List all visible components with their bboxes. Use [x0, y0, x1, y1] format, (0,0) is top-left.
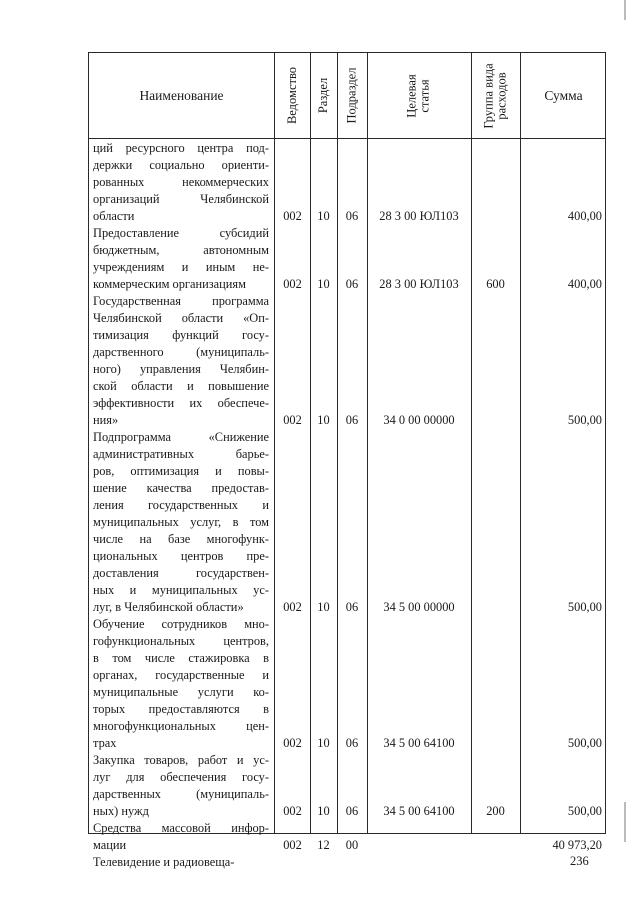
row-vedomstvo: 002 [283, 804, 302, 818]
column-divider [337, 53, 338, 833]
row-name-line: муниципальные услуги ко- [93, 685, 269, 699]
row-name [93, 225, 269, 293]
row-name-line: тимизация функций госу- [93, 328, 269, 342]
row-razdel: 10 [317, 804, 330, 818]
header-summa: Сумма [544, 87, 583, 103]
row-name-line: ций ресурсного центра под- [93, 141, 269, 155]
column-divider [310, 53, 311, 833]
row-name-line: доставления государствен- [93, 566, 269, 580]
row-name [93, 140, 269, 225]
page-number: 236 [570, 854, 589, 868]
row-name-line: Закупка товаров, работ и ус- [93, 753, 269, 767]
row-name-line: организаций Челябинской [93, 192, 269, 206]
row-name-line: трах [93, 736, 117, 750]
row-razdel: 10 [317, 736, 330, 750]
row-razdel: 10 [317, 209, 330, 223]
column-divider [367, 53, 368, 833]
row-podrazdel: 00 [345, 838, 359, 852]
row-name-line: коммерческим организациям [93, 277, 246, 291]
row-name-line: держки социально ориенти- [93, 158, 269, 172]
row-name-line: мации [93, 838, 127, 852]
row-name-line: ров, оптимизация и повы- [93, 464, 269, 478]
row-summa: 400,00 [567, 209, 602, 223]
row-podrazdel: 06 [345, 736, 359, 750]
row-name-line: Обучение сотрудников мно- [93, 617, 269, 631]
row-name-line: бюджетным, автономным [93, 243, 269, 257]
row-name-line: числе на базе многофунк- [93, 532, 269, 546]
row-name-line: дарственных (муниципаль- [93, 787, 269, 801]
row-gruppa: 200 [486, 804, 505, 818]
header-gruppa-vida-rashodov: Группа вида расходов [481, 62, 509, 129]
row-celevaya-statya: 34 5 00 64100 [383, 804, 455, 818]
row-name-line: многофункциональных цен- [93, 719, 269, 733]
row-name [93, 854, 269, 871]
row-summa: 500,00 [567, 804, 602, 818]
column-divider [520, 53, 521, 833]
row-razdel: 10 [317, 600, 330, 614]
row-name-line: ных) нужд [93, 804, 149, 818]
row-name-line: органах, государственные и [93, 668, 269, 682]
row-vedomstvo: 002 [283, 209, 302, 223]
row-name-line: Государственная программа [93, 294, 269, 308]
row-name-line: муниципальных услуг, в том [93, 515, 269, 529]
row-podrazdel: 06 [345, 804, 359, 818]
row-name-line: луг, в Челябинской области» [93, 600, 244, 614]
row-name-line: административных барье- [93, 447, 269, 461]
row-name-line: в том числе стажировка в [93, 651, 269, 665]
header-celevaya-statya: Целевая статья [405, 73, 432, 118]
row-name [93, 616, 269, 752]
row-celevaya-statya: 28 3 00 ЮЛ103 [379, 209, 459, 223]
row-vedomstvo: 002 [283, 838, 302, 852]
row-name-line: шение качества предостав- [93, 481, 269, 495]
row-celevaya-statya: 34 5 00 00000 [383, 600, 455, 614]
row-gruppa: 600 [486, 277, 505, 291]
row-name-line: Телевидение и радиовеща- [93, 855, 235, 869]
row-name-line: учреждениям и иным не- [93, 260, 269, 274]
row-name-line: рованных некоммерческих [93, 175, 269, 189]
row-name-line: ской области и повышение [93, 379, 269, 393]
row-name [93, 820, 269, 854]
row-razdel: 12 [317, 838, 330, 852]
row-vedomstvo: 002 [283, 277, 302, 291]
row-razdel: 10 [317, 277, 330, 291]
row-name [93, 293, 269, 429]
row-name-line: Средства массовой инфор- [93, 821, 269, 835]
row-podrazdel: 06 [345, 413, 359, 427]
header-divider [89, 138, 605, 139]
row-podrazdel: 06 [345, 209, 359, 223]
row-summa: 500,00 [567, 736, 602, 750]
row-celevaya-statya: 34 0 00 00000 [383, 413, 455, 427]
header-podrazdel: Подраздел [344, 67, 359, 124]
row-name-line: ния» [93, 413, 119, 427]
row-podrazdel: 06 [345, 600, 359, 614]
row-razdel: 10 [317, 413, 330, 427]
header-vedomstvo: Ведомство [285, 66, 299, 125]
row-summa: 500,00 [567, 600, 602, 614]
row-name-line: области [93, 209, 135, 223]
row-summa: 40 973,20 [552, 838, 602, 852]
row-name-line: Предоставление субсидий [93, 226, 269, 240]
row-name [93, 429, 269, 616]
row-name-line: дарственного (муниципаль- [93, 345, 269, 359]
column-divider [471, 53, 472, 833]
header-name: Наименование [139, 87, 224, 103]
row-summa: 400,00 [567, 277, 602, 291]
row-celevaya-statya: 34 5 00 64100 [383, 736, 455, 750]
row-name-line: ного) управления Челябин- [93, 362, 269, 376]
row-name-line: Подпрограмма «Снижение [93, 430, 269, 444]
row-name-line: гофункциональных центров, [93, 634, 269, 648]
row-name-line: Челябинской области «Оп- [93, 311, 269, 325]
row-name-line: луг для обеспечения госу- [93, 770, 269, 784]
column-divider [274, 53, 275, 833]
row-name [93, 752, 269, 820]
row-name-line: циональных центров пре- [93, 549, 269, 563]
row-vedomstvo: 002 [283, 600, 302, 614]
row-name-line: ления государственных и [93, 498, 269, 512]
header-razdel: Раздел [316, 77, 331, 114]
scan-edge-mark [624, 0, 626, 20]
row-vedomstvo: 002 [283, 736, 302, 750]
row-vedomstvo: 002 [283, 413, 302, 427]
row-name-line: ных и муниципальных ус- [93, 583, 269, 597]
scan-edge-mark [624, 802, 626, 842]
row-podrazdel: 06 [345, 277, 359, 291]
row-summa: 500,00 [567, 413, 602, 427]
row-name-line: эффективности их обеспече- [93, 396, 269, 410]
row-name-line: торых предоставляются в [93, 702, 269, 716]
row-celevaya-statya: 28 3 00 ЮЛ103 [379, 277, 459, 291]
